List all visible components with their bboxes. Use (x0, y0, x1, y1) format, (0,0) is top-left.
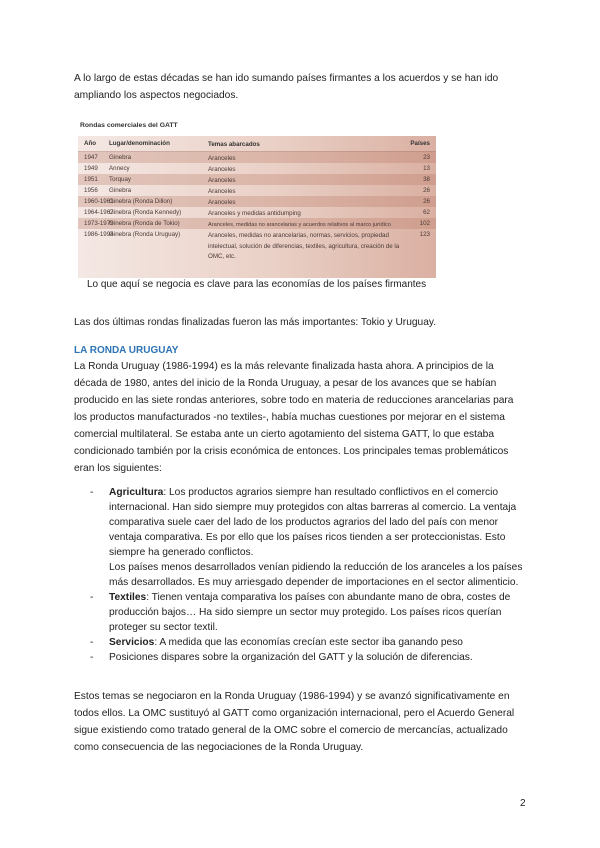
list-dash: - (90, 487, 94, 498)
section-heading: LA RONDA URUGUAY (74, 345, 179, 356)
row-place: Ginebra (109, 154, 132, 161)
row-year: 1956 (84, 187, 98, 194)
row-year: 1947 (84, 154, 98, 161)
row-topics: Aranceles (208, 188, 236, 195)
row-topics: Aranceles, medidas no arancelarias y acuerdos relativos al marco jurídico (208, 222, 391, 228)
row-topics: Aranceles (208, 166, 236, 173)
list-item-term: Agricultura (109, 487, 164, 498)
list-item-textiles (90, 590, 530, 635)
page-number: 2 (520, 798, 526, 809)
row-year: 1960-1961 (84, 198, 114, 205)
row-topics: Aranceles (208, 155, 236, 162)
list-item-text: Posiciones dispares sobre la organización del GATT y la solución de diferencias. (109, 652, 473, 663)
row-topics: Aranceles (208, 177, 236, 184)
row-year: 1949 (84, 165, 98, 172)
table-row (78, 174, 436, 185)
list-item-term: Textiles (109, 592, 147, 603)
table-row (78, 163, 436, 174)
row-place: Ginebra (Ronda de Tokio) (109, 220, 180, 227)
list-item-text: : Tienen ventaja comparativa los países con abundante mano de obra, costes de producción bajos… Ha sido siempre un sector muy protegido. Los países ricos querían proteger su sector textil. (109, 592, 511, 633)
row-countries: 102 (419, 220, 430, 227)
list-item-agricultura (90, 485, 530, 590)
problem-topics-list (90, 485, 530, 665)
table-title: Rondas comerciales del GATT (80, 122, 178, 129)
list-item-text: : Los productos agrarios siempre han resultado conflictivos en el comercio internacional. Han sido siempre muy protegidos con altas barreras al comercio. La ventaja comparativa suele caer del lado de los productos agrarios del lado del país con menor ventaja comparativa. Es por ello que los países ricos tienden a ser proteccionistas. Esto siempre ha generado conflictos. (109, 487, 517, 558)
row-year: 1973-1979 (84, 220, 114, 227)
row-place: Annecy (109, 165, 130, 172)
gatt-rounds-table-figure (78, 118, 436, 278)
list-item-text: : A medida que las economías crecían este sector iba ganando peso (154, 637, 463, 648)
header-year: Año (84, 140, 97, 147)
table-row (78, 207, 436, 218)
row-place: Ginebra (Ronda Kennedy) (109, 209, 182, 216)
section-body-paragraph: La Ronda Uruguay (1986-1994) es la más relevante finalizada hasta ahora. A principios de la década de 1980, antes del inicio de la Ronda Uruguay, a pesar de los avances que se habían producido en las siete rondas anteriores, sobre todo en materia de reducciones arancelarias para los productos manufacturados -no textiles-, había muchas cuestiones por mejorar en el sistema comercial multilateral. Se estaba ante un cierto agotamiento del sistema GATT, lo que estaba condicionado también por la crisis económica de entonces. Los principales temas problemáticos eran los siguientes: (74, 361, 514, 474)
table-row (78, 152, 436, 163)
row-year: 1951 (84, 176, 98, 183)
row-place: Ginebra (109, 187, 132, 194)
header-countries: Países (410, 140, 430, 147)
row-place: Ginebra (Ronda Dillon) (109, 198, 173, 205)
table-caption: Lo que aquí se negocia es clave para las economías de los países firmantes (87, 279, 427, 290)
row-countries: 38 (423, 176, 430, 183)
last-rounds-paragraph: Las dos últimas rondas finalizadas fueron las más importantes: Tokio y Uruguay. (74, 317, 437, 328)
row-countries: 62 (423, 209, 430, 216)
list-item-organizacion (90, 650, 530, 665)
gatt-rounds-table (78, 136, 436, 278)
row-place: Ginebra (Ronda Uruguay) (109, 231, 181, 238)
row-year: 1986-1994 (84, 231, 114, 238)
list-item-servicios (90, 635, 530, 650)
closing-paragraph: Estos temas se negociaron en la Ronda Uruguay (1986-1994) y se avanzó significativamente en todos ellos. La OMC sustituyó al GATT como organización internacional, pero el Acuerdo General sigue existiendo como tratado general de la OMC sobre el comercio de mercancías, actualizado como consecuencia de las negociaciones de la Ronda Uruguay. (74, 691, 515, 753)
header-place: Lugar/denominación (109, 140, 170, 147)
list-item-extra: Los países menos desarrollados venían pidiendo la reducción de los aranceles a los países más desarrollados. Es muy arriesgado depender de importaciones en el sector alimenticio. (109, 562, 523, 588)
list-dash: - (90, 652, 94, 663)
row-topics: Aranceles y medidas antidumping (208, 210, 301, 217)
table-header-row (78, 138, 436, 150)
header-topics: Temas abarcados (208, 141, 260, 148)
table-row (78, 229, 436, 274)
row-countries: 26 (423, 187, 430, 194)
row-countries: 26 (423, 198, 430, 205)
table-row (78, 218, 436, 229)
row-year: 1964-1967 (84, 209, 114, 216)
list-item-term: Servicios (109, 637, 155, 648)
table-row (78, 196, 436, 207)
row-place: Torquay (109, 176, 132, 183)
row-topics: Aranceles (208, 199, 236, 206)
row-countries: 123 (419, 231, 430, 238)
row-topics: Aranceles, medidas no arancelarias, normas, servicios, propiedad intelectual, solución de diferencias, textiles, agricultura, creación de la OMC, etc. (208, 232, 400, 260)
list-dash: - (90, 637, 94, 648)
intro-paragraph: A lo largo de estas décadas se han ido sumando países firmantes a los acuerdos y se han ido ampliando los aspectos negociados. (74, 73, 499, 101)
row-countries: 23 (423, 154, 430, 161)
list-dash: - (90, 592, 94, 603)
row-countries: 13 (423, 165, 430, 172)
table-row (78, 185, 436, 196)
